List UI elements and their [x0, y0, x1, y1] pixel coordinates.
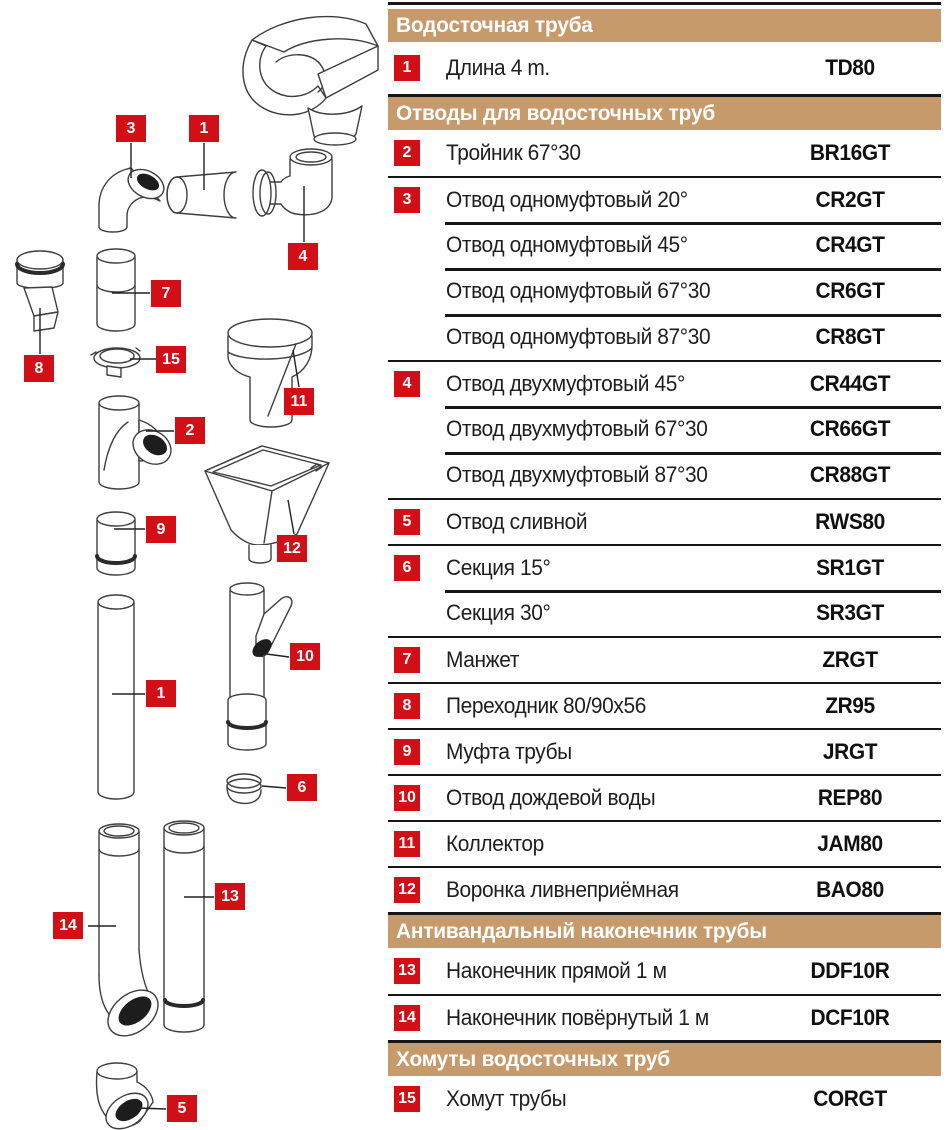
drawing-section-ring [227, 774, 261, 803]
product-name: Хомут трубы [446, 1086, 567, 1111]
product-code: CR6GT [815, 278, 885, 303]
table-row [388, 774, 941, 820]
table-row [388, 820, 941, 866]
table-row [388, 682, 941, 728]
callout-badge-3: 3 [116, 115, 146, 142]
product-code: ZRGT [822, 647, 878, 672]
row-number-badge: 7 [394, 647, 420, 673]
product-name: Отвод сливной [446, 509, 588, 534]
drawing-tee [99, 396, 177, 489]
parts-drawings [0, 0, 388, 1130]
table-row [388, 314, 941, 360]
product-name: Манжет [446, 647, 520, 672]
table-row [388, 590, 941, 636]
row-number-badge: 1 [394, 55, 420, 81]
drawing-elbow-single [99, 164, 169, 232]
table-row [388, 42, 941, 94]
drawing-cuff [97, 249, 135, 331]
product-code: DDF10R [810, 958, 890, 983]
table-row [388, 130, 941, 176]
product-code: CR2GT [815, 187, 885, 212]
drawing-drain-elbow [97, 1063, 155, 1130]
section-header [388, 97, 941, 130]
callout-badge-1: 1 [189, 115, 219, 142]
product-code: TD80 [825, 55, 875, 80]
callout-badge-12: 12 [277, 535, 307, 562]
product-name: Отвод двухмуфтовый 67°30 [446, 416, 708, 441]
table-row [388, 636, 941, 682]
callout-badge-1: 1 [146, 680, 176, 707]
row-number-badge: 5 [394, 509, 420, 535]
product-name: Отвод одномуфтовый 67°30 [446, 278, 711, 303]
callout-badge-9: 9 [146, 516, 176, 543]
product-code: REP80 [817, 785, 883, 810]
product-name: Отвод одномуфтовый 45° [446, 232, 688, 257]
parts-diagram [0, 0, 388, 1130]
callout-badge-14: 14 [53, 912, 83, 939]
section-header-label: Хомуты водосточных труб [396, 1047, 671, 1071]
product-code: CR8GT [815, 324, 885, 349]
section-header-label: Водосточная труба [396, 13, 593, 37]
row-number-badge: 4 [394, 371, 420, 397]
callout-badge-6: 6 [287, 774, 317, 801]
product-name: Отвод двухмуфтовый 87°30 [446, 462, 708, 487]
table-row [388, 866, 941, 912]
product-name: Длина 4 m. [446, 55, 550, 80]
product-code: CR66GT [809, 416, 891, 441]
row-number-badge: 2 [394, 140, 420, 166]
row-number-spacer [394, 416, 420, 442]
product-code: SR3GT [816, 600, 884, 625]
row-number-badge: 3 [394, 187, 420, 213]
row-number-spacer [394, 232, 420, 258]
drawing-elbow-double [253, 149, 332, 216]
row-number-badge: 12 [394, 877, 420, 903]
section-header [388, 1043, 941, 1076]
drawing-pipe-straight-end [164, 821, 204, 1032]
row-number-spacer [394, 462, 420, 488]
product-code: ZR95 [825, 693, 875, 718]
row-number-badge: 14 [394, 1005, 420, 1031]
drawing-hopper [205, 446, 329, 563]
row-number-spacer [394, 600, 420, 626]
drawing-pipe-turned-end [99, 824, 167, 1045]
product-name: Отвод одномуфтовый 20° [446, 187, 688, 212]
section-header [388, 915, 941, 948]
product-name: Секция 15° [446, 555, 551, 580]
spec-table [388, 2, 941, 1122]
callout-badge-15: 15 [156, 346, 186, 373]
callout-badge-5: 5 [167, 1095, 197, 1122]
callout-badge-2: 2 [175, 417, 205, 444]
drawing-rain-diverter [228, 583, 292, 750]
row-number-badge: 6 [394, 555, 420, 581]
product-name: Воронка ливнеприёмная [446, 877, 679, 902]
section-header-label: Отводы для водосточных труб [396, 101, 716, 125]
row-number-badge: 10 [394, 785, 420, 811]
product-code: CR4GT [815, 232, 885, 257]
product-name: Тройник 67°30 [446, 140, 581, 165]
product-name: Наконечник прямой 1 м [446, 958, 667, 983]
product-code: SR1GT [816, 555, 884, 580]
drawing-coupler [97, 512, 135, 575]
table-row [388, 222, 941, 268]
callout-badge-4: 4 [288, 243, 318, 270]
row-number-badge: 15 [394, 1086, 420, 1112]
table-row [388, 948, 941, 994]
product-code: CR88GT [809, 462, 891, 487]
callout-badge-7: 7 [151, 280, 181, 307]
callout-badge-8: 8 [24, 355, 54, 382]
product-name: Переходник 80/90x56 [446, 693, 646, 718]
product-name: Наконечник повёрнутый 1 м [446, 1005, 709, 1030]
callout-badge-10: 10 [290, 643, 320, 670]
drawing-pipe-short [167, 172, 236, 218]
row-number-badge: 13 [394, 958, 420, 984]
drawing-gutter-outlet [243, 17, 378, 145]
product-code: CR44GT [809, 371, 891, 396]
callout-badge-11: 11 [284, 388, 314, 415]
product-name: Коллектор [446, 831, 544, 856]
product-name: Отвод дождевой воды [446, 785, 656, 810]
product-code: DCF10R [810, 1005, 890, 1030]
row-number-badge: 11 [394, 831, 420, 857]
table-row [388, 360, 941, 406]
product-name: Муфта трубы [446, 739, 572, 764]
product-name: Секция 30° [446, 600, 551, 625]
table-row [388, 498, 941, 544]
drawing-pipe-long [98, 595, 134, 799]
table-row [388, 452, 941, 498]
product-code: JAM80 [817, 831, 883, 856]
product-name: Отвод двухмуфтовый 45° [446, 371, 685, 396]
row-number-spacer [394, 324, 420, 350]
section-header [388, 9, 941, 42]
callout-badge-13: 13 [215, 883, 245, 910]
product-code: CORGT [813, 1086, 887, 1111]
table-row [388, 176, 941, 222]
product-code: RWS80 [815, 509, 885, 534]
product-code: BAO80 [816, 877, 884, 902]
row-number-spacer [394, 278, 420, 304]
product-code: BR16GT [809, 140, 891, 165]
row-number-badge: 8 [394, 693, 420, 719]
table-row [388, 1076, 941, 1122]
table-row [388, 544, 941, 590]
table-row [388, 268, 941, 314]
product-code: JRGT [822, 739, 878, 764]
row-number-badge: 9 [394, 739, 420, 765]
table-row [388, 728, 941, 774]
product-name: Отвод одномуфтовый 87°30 [446, 324, 711, 349]
table-row [388, 406, 941, 452]
table-row [388, 994, 941, 1040]
drawing-clamp [91, 348, 140, 377]
section-rule [388, 2, 941, 5]
section-header-label: Антивандальный наконечник трубы [396, 919, 767, 943]
